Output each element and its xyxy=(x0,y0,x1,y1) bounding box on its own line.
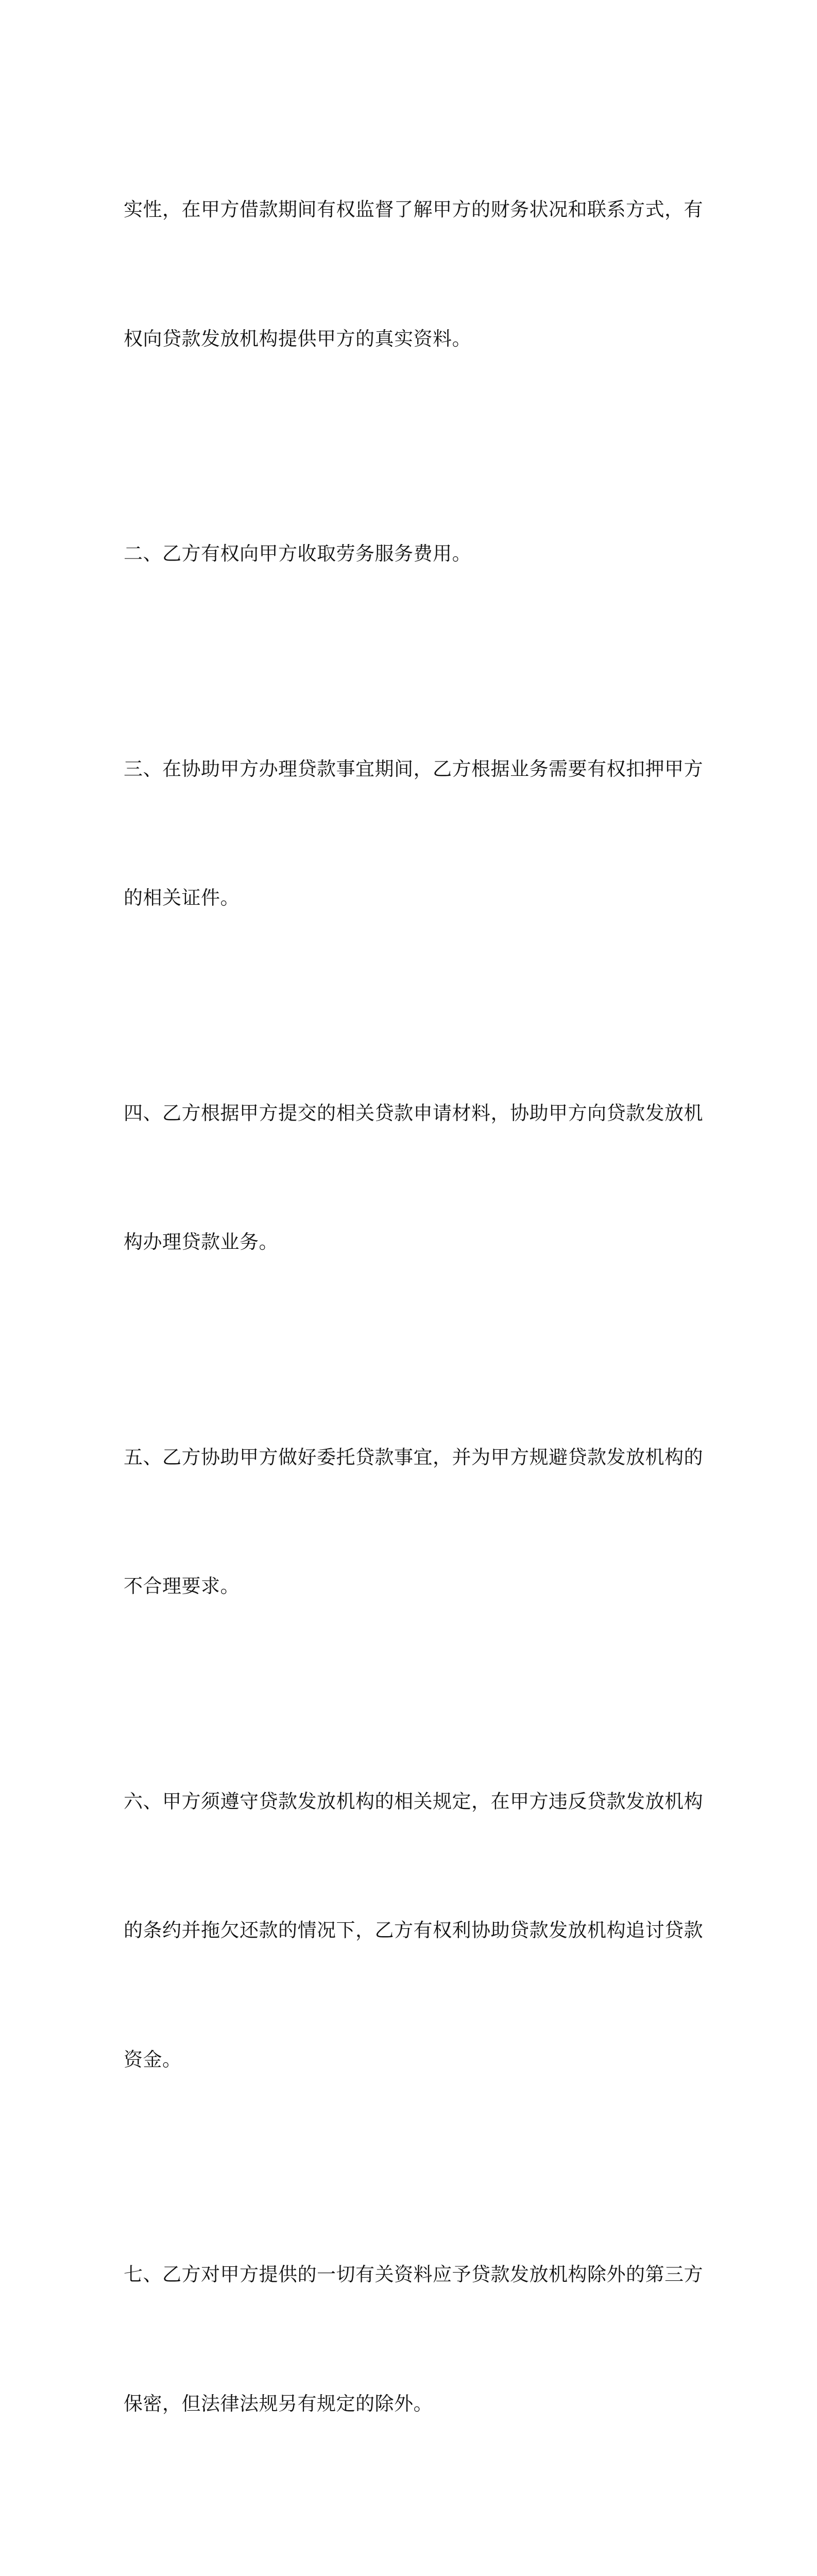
paragraph-line: 保密，但法律法规另有规定的除外。 xyxy=(124,2392,433,2415)
paragraph-7 xyxy=(124,2167,701,2511)
paragraph-6 xyxy=(124,1694,701,2167)
section-heading xyxy=(124,2511,701,2576)
paragraph-line: 构办理贷款业务。 xyxy=(124,1231,278,1253)
paragraph-line: 权向贷款发放机构提供甲方的真实资料。 xyxy=(124,327,471,350)
paragraph-line: 不合理要求。 xyxy=(124,1575,240,1597)
paragraph-line: 七、乙方对甲方提供的一切有关资料应予贷款发放机构除外的第三方 xyxy=(124,2263,703,2285)
paragraph-4 xyxy=(124,1006,701,1350)
paragraph-line: 三、在协助甲方办理贷款事宜期间，乙方根据业务需要有权扣押甲方 xyxy=(124,757,703,780)
paragraph-line: 六、甲方须遵守贷款发放机构的相关规定，在甲方违反贷款发放机构 xyxy=(124,1790,703,1812)
paragraph-line: 五、乙方协助甲方做好委托贷款事宜，并为甲方规避贷款发放机构的 xyxy=(124,1446,703,1468)
paragraph-line: 的条约并拖欠还款的情况下，乙方有权利协助贷款发放机构追讨贷款 xyxy=(124,1919,703,1941)
paragraph-line: 的相关证件。 xyxy=(124,887,240,909)
paragraph-2 xyxy=(124,446,701,662)
paragraph-3 xyxy=(124,662,701,1006)
paragraph-5 xyxy=(124,1350,701,1694)
paragraph-line: 资金。 xyxy=(124,2048,182,2071)
document-body xyxy=(124,102,701,2576)
paragraph-line: 二、乙方有权向甲方收取劳务服务费用。 xyxy=(124,543,471,565)
paragraph-1 xyxy=(124,102,701,446)
paragraph-line: 实性，在甲方借款期间有权监督了解甲方的财务状况和联系方式，有 xyxy=(124,198,703,221)
paragraph-line: 四、乙方根据甲方提交的相关贷款申请材料，协助甲方向贷款发放机 xyxy=(124,1101,703,1124)
